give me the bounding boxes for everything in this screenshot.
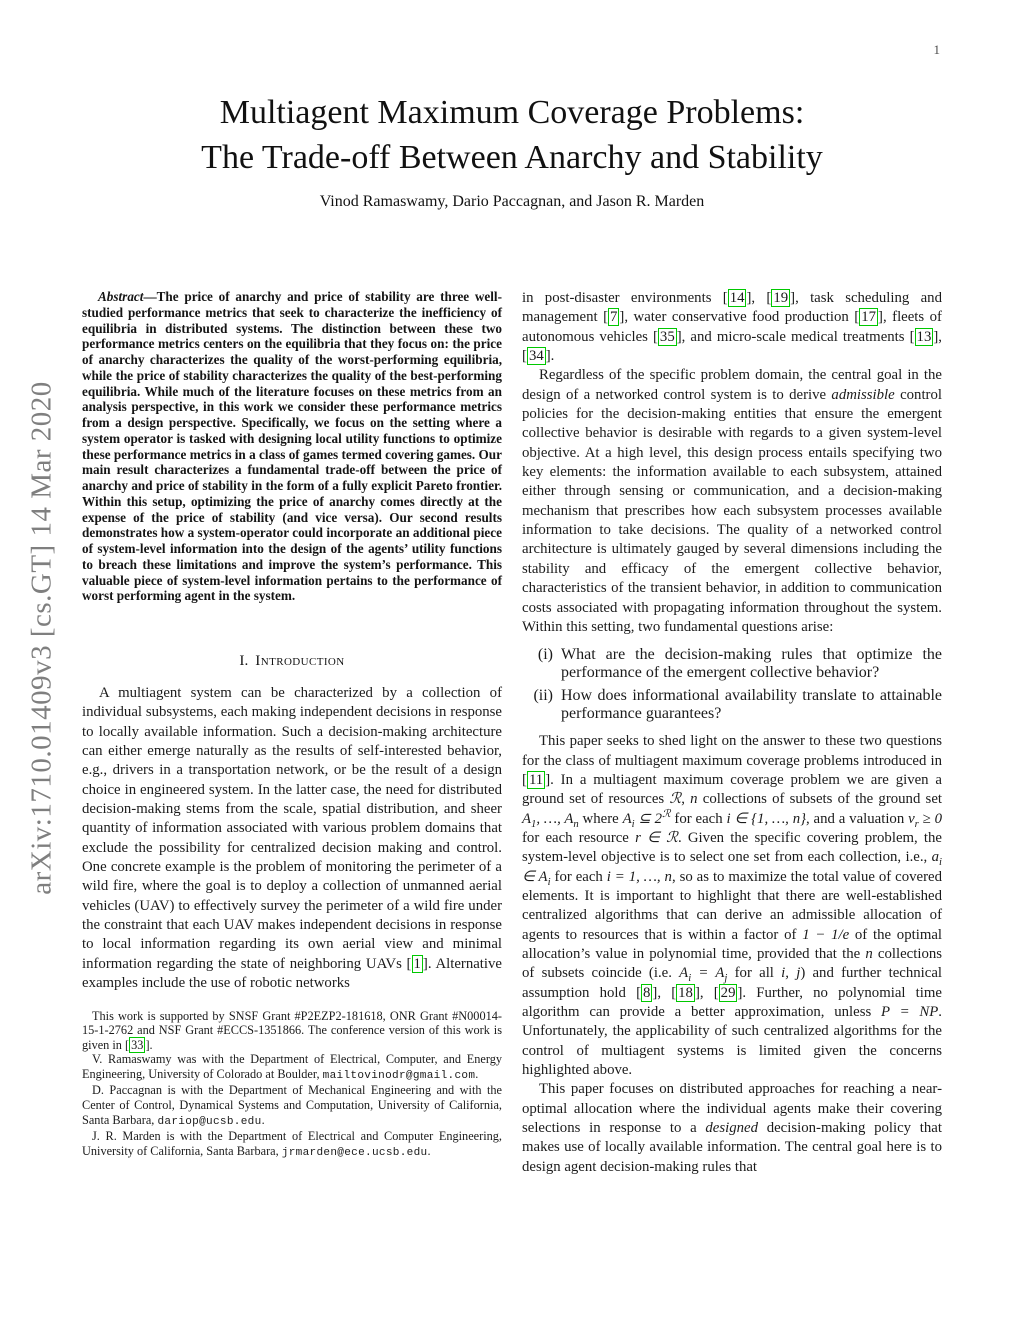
citation-link[interactable]: 13 <box>916 328 932 345</box>
question-text-1: What are the decision-making rules that optimize the performance of the emergent collective behavior? <box>561 646 942 682</box>
math-expression: $v_r \ge 0$ <box>908 810 943 830</box>
question-list <box>522 646 942 723</box>
citation-link[interactable]: 35 <box>659 328 675 345</box>
abstract <box>82 289 502 604</box>
section-title: Introduction <box>255 652 345 669</box>
math-expression: 1 − 1/e <box>802 926 850 943</box>
body-paragraph-3: This paper seeks to shed light on the answer to these two questions for the class of multiagent maximum coverage problems introduced in [ 11 ]. In a multiagent maximum coverage problem we are given a ground set of resources ℛ, n collections of subsets of the ground set $A_1$, …, $A_n$ where $A_i$ ⊆ $2^ℛ$ for each i ∈ {1, …, n}, and a valuation $v_r \ge 0$ for each resource r ∈ ℛ. Given the specific covering problem, the system-level objective is to select one set from each collection, i.e., $a_i$ ∈ $A_i$ for each i = 1, …, n, so as to maximize the total value of covered elements. It is important to highlight that there are well-established centralized algorithms that can derive an admissible allocation of agents to resources that is within a factor of 1 − 1/e of the optimal allocation’s value in polynomial time, provided that the n collections of subsets coincide (i.e. $A_i = A_j$ for all i, j) and further technical assumption hold [ 8 ], [ 18 ], [ 29 ]. Further, no polynomial time algorithm can provide a better approximation, unless P = NP. Unfortunately, the applicability of such centralized algorithms for the control of multiagent systems is limited given the concerns highlighted above. <box>522 733 943 1079</box>
citation-link[interactable]: 8 <box>643 984 651 1001</box>
math-expression: i = 1, …, n <box>606 868 672 885</box>
math-expression: n <box>690 791 698 808</box>
body-paragraph-1: in post-disaster environments [ 14 ], [ 19 ], task scheduling and management [ 7 ], water conservative food production [ 17 ], fleets of autonomous vehicles [ 35 ], and micro-scale medical treatments [ 13 ], [ 34 ]. <box>522 290 942 365</box>
abstract-text: —The price of anarchy and price of stability are three well-studied performance metrics that seek to characterize the inefficiency of equilibria in distributed systems. The distinction between these two performance metrics centers on the equilibria that they focus on: the price of anarchy characterizes the quality of the worst-performing equilibria, while the price of stability characterizes the quality of the best-performing equilibria. While much of the literature focuses on these metrics from an analysis perspective, in this work we consider these performance metrics from a design perspective. Specifically, we focus on the setting where a system operator is tasked with designing local utility functions to optimize these performance metrics in a class of games termed covering games. Our main result characterizes a fundamental trade-off between the price of anarchy and price of stability in the form of a fully explicit Pareto frontier. Within this setup, optimizing the price of anarchy comes directly at the expense of the price of stability (and vice versa). Our second results demonstrates how a system-operator could incorporate an additional piece of system-level information into the design of the agents’ utility functions to breach these limitations and improve the system’s performance. This valuable piece of system-level information pertains to the performance of worst performing agent in the system. <box>82 289 502 604</box>
email-link[interactable]: mailtovinodr@gmail.com <box>322 1069 476 1082</box>
footnote-author-3: J. R. Marden is with the Department of Electrical and Computer Engineering, University of California, Santa Barbara, jrmarden@ece.ucsb.edu. <box>82 1129 502 1159</box>
citation-link[interactable]: 29 <box>720 984 736 1001</box>
body-paragraph-2: Regardless of the specific problem domain, the central goal in the design of a networked control system is to derive admissible control policies for the decision-making entities that ensure the emergent collective behavior is desirable with regards to a given system-level objective. At a high level, this design process entails specifying two key elements: the information available to each subsystem, attained either through sensing or communication, and a decision-making mechanism that prescribes how each subsystem processes available information to take decisions. The quality of a networked control architecture is ultimately gauged by several dimensions including the stability and efficacy of the emergent collective behavior, characteristics of the transient behavior, in addition to communication costs associated with propagating information throughout the system. Within this setting, two fundamental questions arise: <box>522 367 942 635</box>
two-column-layout <box>82 289 942 1177</box>
citation-link[interactable]: 7 <box>610 309 618 326</box>
footnote-funding: This work is supported by SNSF Grant #P2EZP2-181618, ONR Grant #N00014-15-1-2762 and NSF Grant #ECCS-1351866. The conference version of this work is given in [ 33 ]. <box>82 1008 502 1052</box>
math-expression: ℛ <box>669 791 682 808</box>
left-column <box>82 289 502 1177</box>
right-column <box>522 289 942 1177</box>
paper-title <box>0 90 1024 180</box>
section-heading-introduction <box>82 652 502 670</box>
footnote-author-1: V. Ramaswamy was with the Department of Electrical, Computer, and Energy Engineering, University of Colorado at Boulder, mailtovinodr@gmail.com. <box>82 1052 502 1082</box>
math-expression: r ∈ ℛ <box>635 829 678 846</box>
title-line-1: Multiagent Maximum Coverage Problems: <box>219 94 805 131</box>
citation-link[interactable]: 33 <box>131 1037 144 1052</box>
citation-link[interactable]: 11 <box>528 771 544 788</box>
section-number: I. <box>239 652 249 669</box>
citation-link[interactable]: 34 <box>528 348 544 365</box>
citation-link[interactable]: 14 <box>729 290 745 306</box>
math-expression: $A_i = A_j$ <box>679 965 728 985</box>
question-label-1: (i) <box>537 646 553 664</box>
body-paragraph-4: This paper focuses on distributed approaches for reaching a near-optimal allocation where the individual agents make their covering selections in response to a designed decision-making policy that makes use of locally available information. The central goal here is to design agent decision-making rules that <box>522 1081 942 1175</box>
page-number: 1 <box>933 42 940 57</box>
citation-link[interactable]: 17 <box>861 309 877 326</box>
footnote-block <box>82 1009 502 1161</box>
title-block <box>0 0 1024 211</box>
abstract-label: Abstract <box>98 289 144 304</box>
title-line-2: The Trade-off Between Anarchy and Stability <box>201 139 823 176</box>
math-expression: $A_i$ ⊆ $2^ℛ$ <box>622 808 671 830</box>
math-expression: i ∈ {1, …, n} <box>726 810 807 827</box>
email-link[interactable]: dariop@ucsb.edu <box>157 1115 262 1128</box>
footnote-author-2: D. Paccagnan is with the Department of Mechanical Engineering and with the Center of Control, Dynamical Systems and Computation, University of California, Santa Barbara, dariop@ucsb.edu. <box>82 1083 502 1128</box>
math-expression: i, j <box>781 965 801 982</box>
citation-link[interactable]: 18 <box>678 984 693 1001</box>
math-expression: n <box>865 945 873 962</box>
math-expression: $A_1$, …, $A_n$ <box>522 810 579 830</box>
question-item-1 <box>522 646 942 682</box>
arxiv-watermark: arXiv:1710.01409v3 [cs.GT] 14 Mar 2020 <box>25 381 58 895</box>
citation-link[interactable]: 19 <box>773 290 789 306</box>
question-item-2 <box>522 687 942 723</box>
question-text-2: How does informational availability translate to attainable performance guarantees? <box>561 687 942 723</box>
email-link[interactable]: jrmarden@ece.ucsb.edu <box>281 1146 428 1159</box>
math-expression: $a_i$ ∈ $A_i$ <box>522 849 942 888</box>
question-label-2: (ii) <box>533 687 553 705</box>
authors: Vinod Ramaswamy, Dario Paccagnan, and Jason R. Marden <box>319 193 705 210</box>
citation-link[interactable]: 1 <box>413 955 421 972</box>
math-expression: P = NP <box>881 1004 939 1020</box>
intro-paragraph: A multiagent system can be characterized by a collection of individual subsystems, each making independent decisions in response to locally available information. Such a decision-making architecture can either emerge naturally as the results of self-interested behavior, e.g., drivers in a transportation network, or be the result of a design choice in engineered system. In the latter case, the need for distributed decision-making stems from the scale, spatial distribution, and sheer quantity of information associated with various problem domains that exclude the possibility for centralized decision making and control. One concrete example is the problem of monitoring the perimeter of a wild fire, where the goal is to deploy a collection of unmanned aerial vehicles (UAV) to effectively survey the perimeter of a wild fire under the constraint that each UAV makes independent decisions in response to local information regarding its own aerial view and minimal information regarding the state of neighboring UAVs [ 1 ]. Alternative examples include the use of robotic networks <box>82 685 502 992</box>
